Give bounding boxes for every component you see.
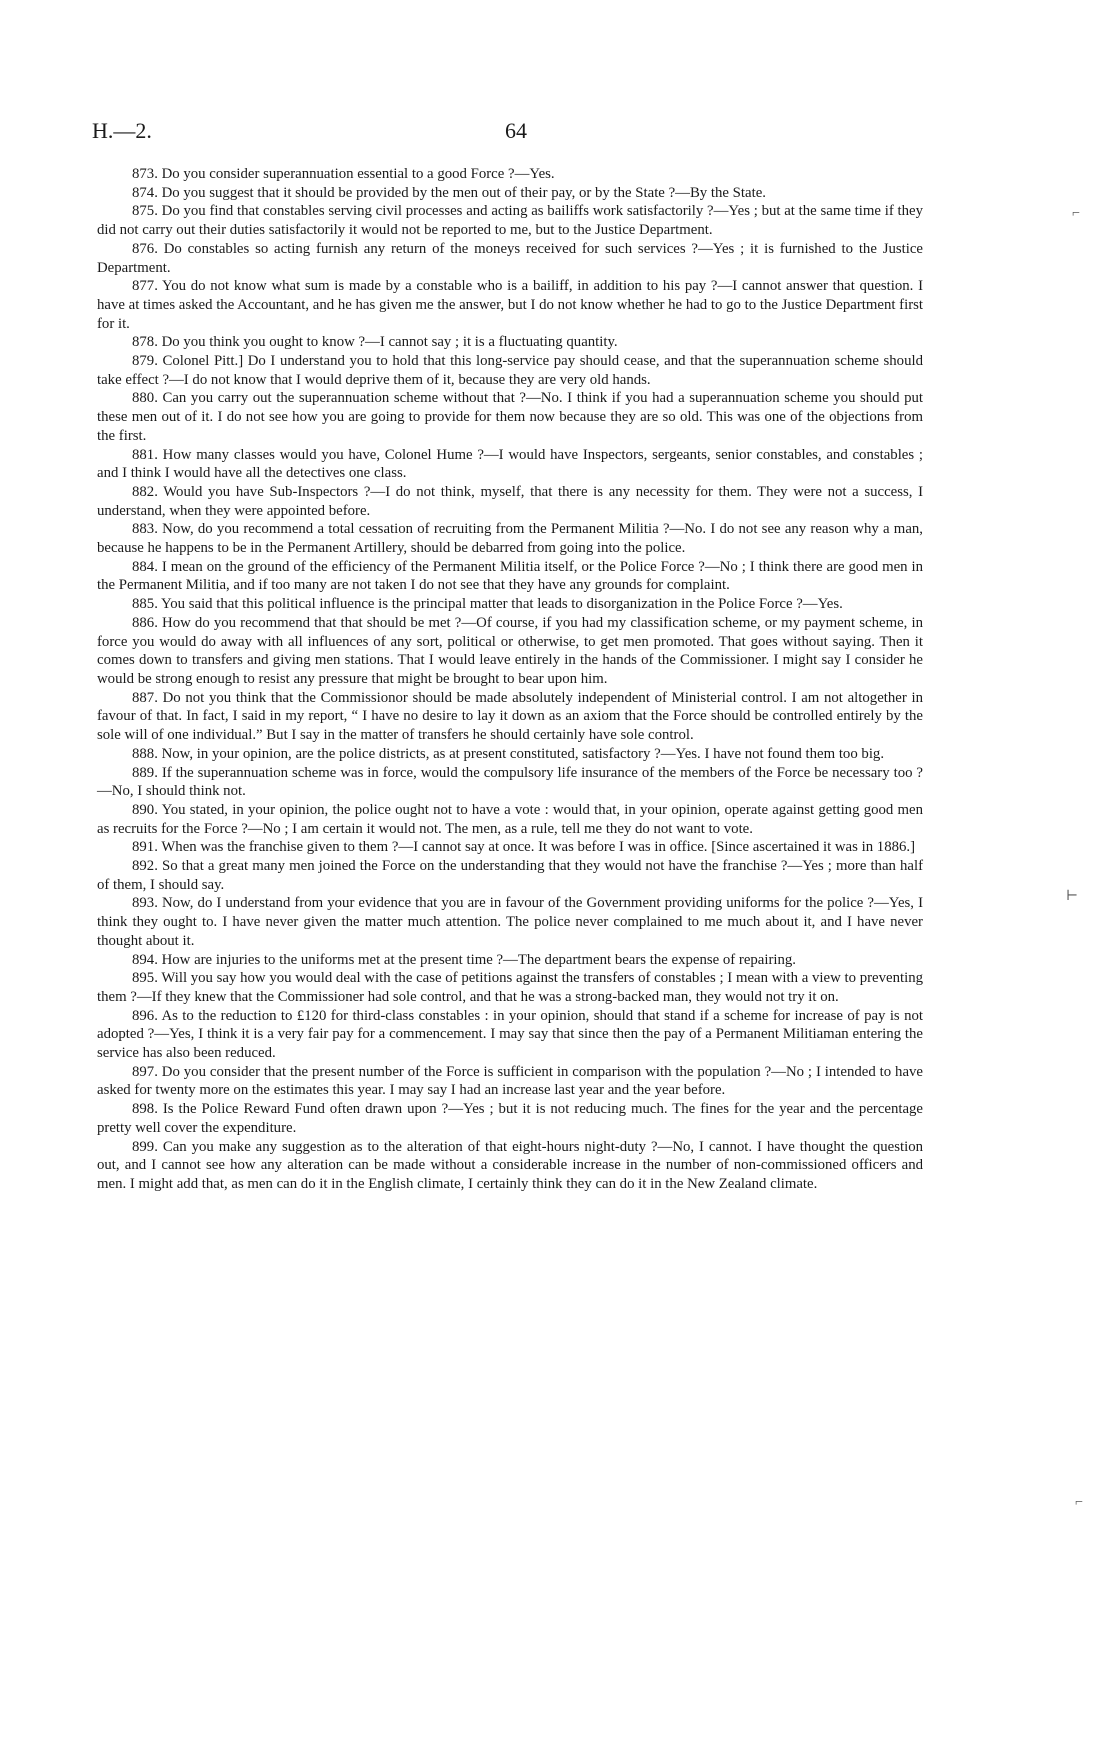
paragraph-888: 888. Now, in your opinion, are the police districts, as at present constituted, satisfactory ?—Yes. I have not found them too big.: [132, 745, 885, 762]
paragraph-897: 897. Do you consider that the present number of the Force is sufficient in comparison with the population ?—No ; I intended to have asked for twenty more on the estimates this year. I may say I had an increase last year and the year before.: [97, 1063, 923, 1099]
paragraph-875: 875. Do you find that constables serving civil processes and acting as bailiffs work satisfactorily ?—Yes ; but at the same time if they did not carry out their duties satisfactorily it would not be reported to me, but to the Justice Department.: [97, 203, 923, 239]
margin-mark: ⌐: [1075, 1495, 1083, 1510]
paragraph-880: 880. Can you carry out the superannuation scheme without that ?—No. I think if you had a superannuation scheme you should put these men out of it. I do not see how you are going to provide for them now because they are so old. This was one of the objections from the first.: [97, 390, 923, 444]
evidence-text: [97, 165, 923, 1194]
paragraph-884: 884. I mean on the ground of the efficiency of the Permanent Militia itself, or the Police Force ?—No ; I think there are good men in the Permanent Militia, and if too many are not taken I do not see that they have any grounds for complaint.: [97, 558, 923, 594]
paragraph-879: 879. Colonel Pitt.] Do I understand you to hold that this long-service pay should cease, and that the superannuation scheme should take effect ?—I do not know that I would deprive them of it, because they are very old hands.: [97, 353, 923, 388]
paragraph-893: 893. Now, do I understand from your evidence that you are in favour of the Government providing uniforms for the police ?—Yes, I think they ought to. I have never given the matter much attention. The police never complained to me much about it, and I have never thought about it.: [97, 895, 923, 949]
paragraph-873: 873. Do you consider superannuation essential to a good Force ?—Yes.: [132, 166, 555, 182]
paragraph-885: 885. You said that this political influence is the principal matter that leads to disorganization in the Police Force ?—Yes.: [132, 596, 843, 613]
paragraph-876: 876. Do constables so acting furnish any return of the moneys received for such services ?—Yes ; it is furnished to the Justice Department.: [97, 240, 923, 276]
paragraph-883: 883. Now, do you recommend a total cessation of recruiting from the Permanent Militia ?—No. I do not see any reason why a man, because he happens to be in the Permanent Artillery, should be debarred from going into the police.: [97, 521, 923, 557]
paragraph-899: 899. Can you make any suggestion as to the alteration of that eight-hours night-duty ?—No, I cannot. I have thought the question out, and I cannot see how any alteration can be made without a considerable increase in the number of non-commissioned officers and men. I might add that, as men can do it in the English climate, I certainly think they can do it in the New Zealand climate.: [97, 1138, 923, 1192]
paragraph-898: 898. Is the Police Reward Fund often drawn upon ?—Yes ; but it is not reducing much. The fines for the year and the percentage pretty well cover the expenditure.: [97, 1101, 923, 1136]
paragraph-874: 874. Do you suggest that it should be provided by the men out of their pay, or by the State ?—By the State.: [132, 184, 766, 201]
paragraph-877: 877. You do not know what sum is made by a constable who is a bailiff, in addition to his pay ?—I cannot answer that question. I have at times asked the Accountant, and he has given me the answer, but I do not know whether he had to go to the Justice Department first for it.: [97, 278, 923, 332]
document-code: H.—2.: [92, 118, 152, 143]
paragraph-895: 895. Will you say how you would deal with the case of petitions against the transfers of constables ; I mean with a view to preventing them ?—If they knew that the Commissioner had sole control, and that he was a strong-backed man, they would not try it on.: [97, 970, 923, 1005]
paragraph-887: 887. Do not you think that the Commissionor should be made absolutely independent of Ministerial control. I am not altogether in favour of that. In fact, I said in my report, “ I have no desire to lay it down as an axiom that the Force should be controlled entirely by the sole will of one individual.” But I say in the matter of transfers he should certainly have sole control.: [97, 689, 923, 744]
paragraph-890: 890. You stated, in your opinion, the police ought not to have a vote : would that, in your opinion, operate against getting good men as recruits for the Force ?—No ; I am certain it would not. The men, as a rule, tell me they do not want to vote.: [97, 801, 923, 837]
margin-mark: ⊢: [1066, 889, 1079, 904]
paragraph-891: 891. When was the franchise given to them ?—I cannot say at once. It was before I was in office. [Since ascertained it was in 1886.]: [132, 839, 916, 856]
paragraph-889: 889. If the superannuation scheme was in force, would the compulsory life insurance of the members of the Force be necessary too ?—No, I should think not.: [97, 764, 923, 800]
paragraph-894: 894. How are injuries to the uniforms met at the present time ?—The department bears the expense of repairing.: [132, 951, 796, 968]
paragraph-896: 896. As to the reduction to £120 for third-class constables : in your opinion, should that stand if a scheme for increase of pay is not adopted ?—Yes, I think it is a very fair pay for a commencement. I may say that since then the pay of a Permanent Militiaman entering the service has also been reduced.: [97, 1007, 923, 1062]
paragraph-881: 881. How many classes would you have, Colonel Hume ?—I would have Inspectors, sergeants, senior constables, and constables ; and I think I would have all the detectives one class.: [97, 446, 923, 482]
page-number: 64: [505, 118, 527, 143]
paragraph-882: 882. Would you have Sub-Inspectors ?—I do not think, myself, that there is any necessity for them. They were not a success, I understand, when they were appointed before.: [97, 483, 923, 519]
margin-mark: ⌐: [1072, 206, 1080, 221]
page-header: [92, 118, 922, 144]
paragraph-878: 878. Do you think you ought to know ?—I cannot say ; it is a fluctuating quantity.: [132, 334, 618, 351]
paragraph-886: 886. How do you recommend that that should be met ?—Of course, if you had my classification scheme, or my payment scheme, in force you would do away with all influences of any sort, political or otherwise, to get men promoted. That goes without saying. Then it comes down to transfers and giving men stations. That I would leave entirely in the hands of the Commissioner. I might say I consider he would be strong enough to resist any pressure that might be brought to bear upon him.: [97, 614, 923, 687]
paragraph-892: 892. So that a great many men joined the Force on the understanding that they would not have the franchise ?—Yes ; more than half of them, I should say.: [97, 858, 923, 893]
